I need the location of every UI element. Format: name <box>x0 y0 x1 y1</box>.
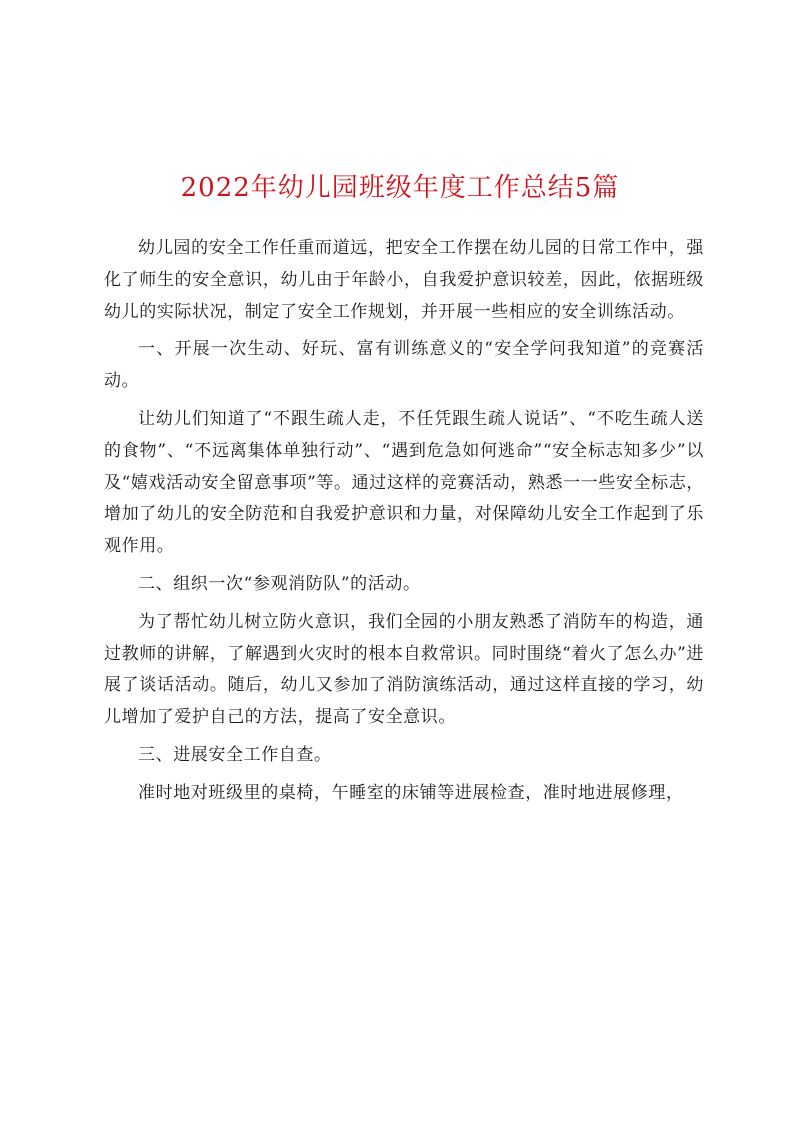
paragraph-heading-1: 一、开展一次生动、好玩、富有训练意义的“安全学问我知道”的竞赛活动。 <box>104 339 704 392</box>
paragraph-body-2: 为了帮忙幼儿树立防火意识，我们全园的小朋友熟悉了消防车的构造，通过教师的讲解，了解遇到火灾时的根本自救常识。同时围绕“着火了怎么办”进展了谈话活动。随后，幼儿又参加了消防演练活动，通过这样直接的学习，幼儿增加了爱护自己的方法，提高了安全意识。 <box>104 611 704 728</box>
paragraph-heading-3: 三、进展安全工作自查。 <box>138 744 332 765</box>
document-title: 2022年幼儿园班级年度工作总结5篇 <box>180 173 620 203</box>
paragraph-body-1: 让幼儿们知道了“不跟生疏人走，不任凭跟生疏人说话”、“不吃生疏人送的食物”、“不远离集体单独行动”、“遇到危急如何逃命”“安全标志知多少”以及“嬉戏活动安全留意事项”等。通过这样的竞赛活动，熟悉一一些安全标志，增加了幼儿的安全防范和自我爱护意识和力量，对保障幼儿安全工作起到了乐观作用。 <box>104 408 704 557</box>
paragraph-intro: 幼儿园的安全工作任重而道远，把安全工作摆在幼儿园的日常工作中，强化了师生的安全意识，幼儿由于年龄小，自我爱护意识较差，因此，依据班级幼儿的实际状况，制定了安全工作规划，并开展一些相应的安全训练活动。 <box>104 238 704 322</box>
document-body <box>104 233 704 816</box>
paragraph-body-3: 准时地对班级里的桌椅，午睡室的床铺等进展检查，准时地进展修理， <box>138 782 684 803</box>
paragraph-heading-2: 二、组织一次“参观消防队”的活动。 <box>138 573 421 594</box>
